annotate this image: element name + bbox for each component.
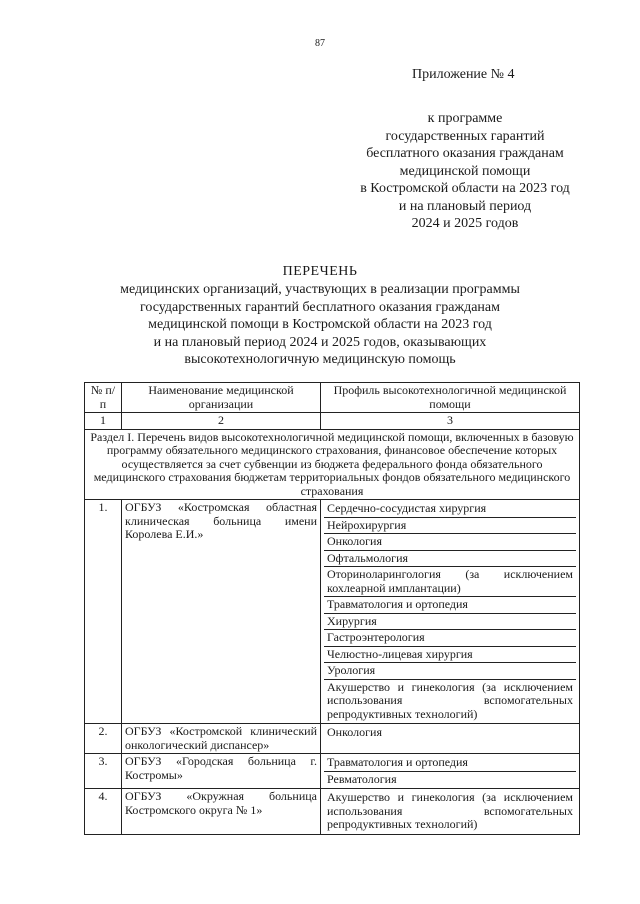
profile-list xyxy=(321,724,580,754)
appendix-subtitle-line: в Костромской области на 2023 год xyxy=(360,181,570,196)
profile-item: Ревматология xyxy=(327,771,397,786)
index-cell: 1 xyxy=(85,413,122,430)
row-number: 2. xyxy=(85,724,122,754)
organization-name: ОГБУЗ «Костромская областная клиническая больница имени Королева Е.И.» xyxy=(122,500,321,724)
row-number: 3. xyxy=(85,754,122,789)
appendix-subtitle-line: государственных гарантий xyxy=(385,128,545,144)
profile-item: Урология xyxy=(324,663,576,680)
document-subtitle xyxy=(80,281,560,369)
document-subtitle-line: и на плановый период 2024 и 2025 годов, оказывающих xyxy=(153,334,487,350)
index-cell: 2 xyxy=(122,413,321,430)
profile-item: Челюстно-лицевая хирургия xyxy=(324,647,576,664)
profile-item: Хирургия xyxy=(324,614,576,631)
profile-item: Гастроэнтерология xyxy=(324,630,576,647)
table-row xyxy=(85,500,580,724)
appendix-subtitle-line: бесплатного оказания гражданам xyxy=(366,146,564,161)
appendix-subtitle-line: медицинской помощи xyxy=(399,163,531,179)
profile-item: Сердечно-сосудистая хирургия xyxy=(324,501,576,518)
document-subtitle-line: государственных гарантий бесплатного оказания гражданам xyxy=(139,299,500,315)
organization-name: ОГБУЗ «Костромской клинический онкологический диспансер» xyxy=(122,724,321,754)
table-section-row xyxy=(85,429,580,500)
profile-item: Офтальмология xyxy=(324,551,576,568)
section-title: Раздел I. Перечень видов высокотехнологичной медицинской помощи, включенных в базовую программу обязательного медицинского страхования, финансовое обеспечение которых осуществляется за счет субвенции из бюджета федерального фонда обязательного медицинского страхования бюджетам территориальных фондов обязательного медицинского страхования xyxy=(85,429,580,500)
profile-item: Травматология и ортопедия xyxy=(324,755,576,772)
appendix-subtitle-line: и на плановый период xyxy=(398,198,532,214)
table-row xyxy=(85,754,580,789)
appendix-subtitle-line: 2024 и 2025 годов xyxy=(411,216,519,231)
document-subtitle-line: медицинской помощи в Костромской области на 2023 год xyxy=(148,317,492,332)
table-row xyxy=(85,789,580,835)
appendix-subtitle xyxy=(340,110,590,233)
document-subtitle-line: высокотехнологичную медицинскую помощь xyxy=(184,352,456,367)
row-number: 1. xyxy=(85,500,122,724)
appendix-title: Приложение № 4 xyxy=(412,67,515,82)
organization-name: ОГБУЗ «Городская больница г. Костромы» xyxy=(122,754,321,789)
appendix-subtitle-line: к программе xyxy=(427,111,503,126)
profile-list xyxy=(321,754,580,789)
header-profile: Профиль высокотехнологичной медицинской помощи xyxy=(321,383,580,413)
header-organization: Наименование медицинской организации xyxy=(122,383,321,413)
table-row xyxy=(85,724,580,754)
organization-name: ОГБУЗ «Окружная больница Костромского округа № 1» xyxy=(122,789,321,835)
table-index-row xyxy=(85,413,580,430)
document-title: ПЕРЕЧЕНЬ xyxy=(282,264,358,279)
profile-item: Травматология и ортопедия xyxy=(324,597,576,614)
header-number: № п/п xyxy=(85,383,122,413)
profile-item: Онкология xyxy=(324,534,576,551)
profile-list xyxy=(321,789,580,835)
profile-item: Оториноларингология (за исключением кохлеарной имплантации) xyxy=(324,567,576,597)
organizations-table xyxy=(84,382,580,835)
index-cell: 3 xyxy=(321,413,580,430)
document-subtitle-line: медицинских организаций, участвующих в реализации программы xyxy=(120,282,520,297)
page-number: 87 xyxy=(315,38,325,49)
profile-item: Акушерство и гинекология (за исключением использования вспомогательных репродуктивных технологий) xyxy=(327,790,573,831)
profile-list xyxy=(321,500,580,724)
profile-item: Акушерство и гинекология (за исключением использования вспомогательных репродуктивных технологий) xyxy=(327,679,573,721)
profile-item: Онкология xyxy=(327,725,383,739)
table-header-row xyxy=(85,383,580,413)
row-number: 4. xyxy=(85,789,122,835)
profile-item: Нейрохирургия xyxy=(324,518,576,535)
